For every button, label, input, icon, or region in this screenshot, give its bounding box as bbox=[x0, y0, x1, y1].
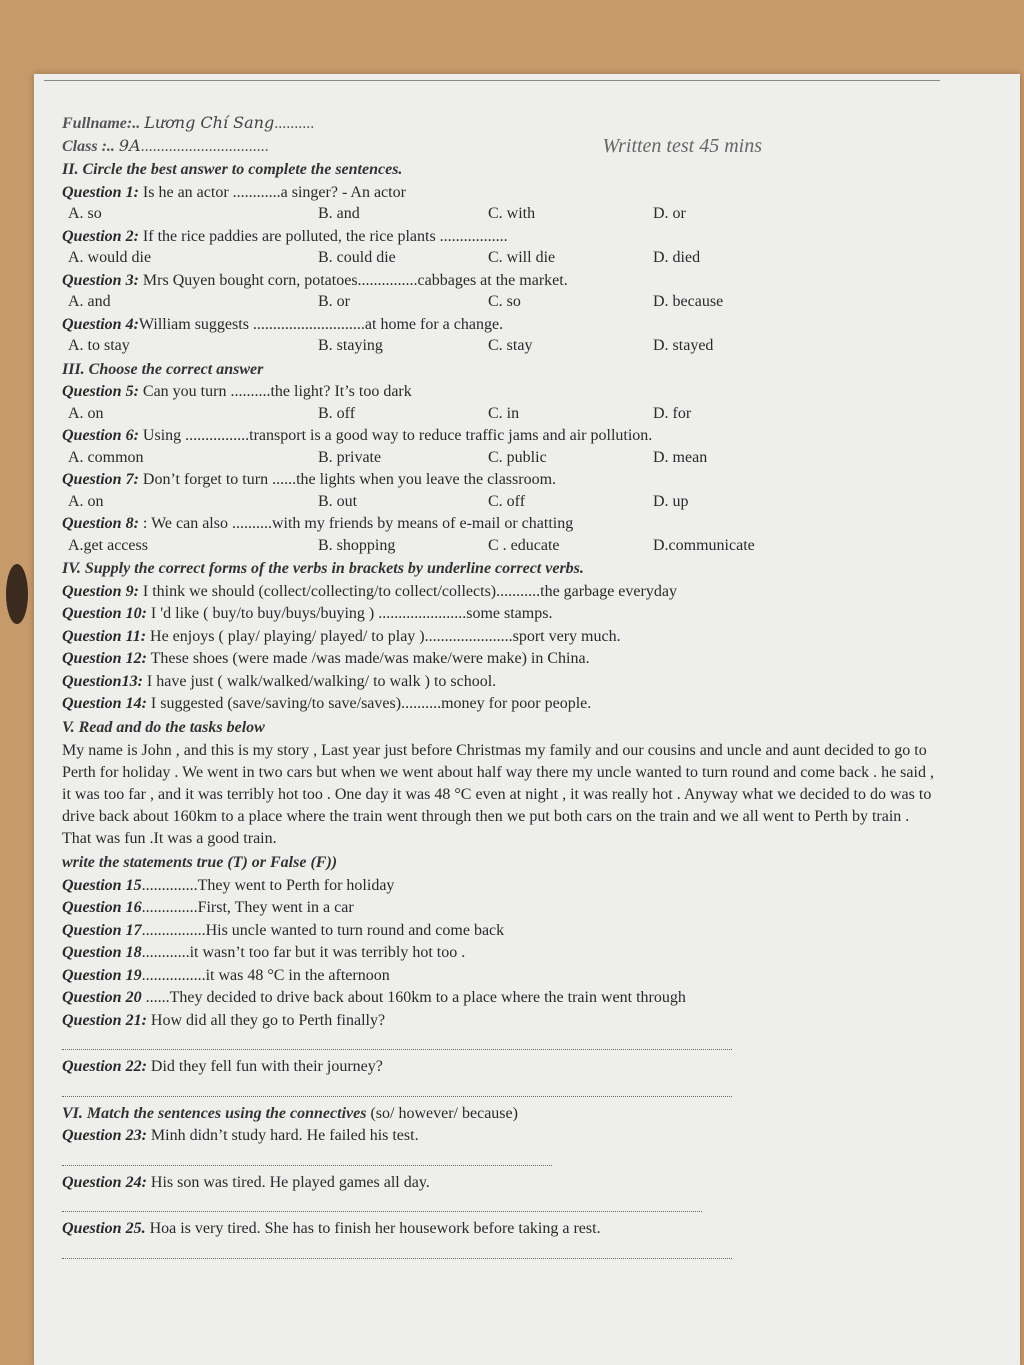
class-label: Class :.. bbox=[62, 137, 115, 155]
punch-hole bbox=[6, 564, 28, 624]
answer-line-22[interactable] bbox=[62, 1078, 732, 1097]
option-d: D.communicate bbox=[653, 536, 755, 554]
option-c: C . educate bbox=[488, 536, 560, 554]
question-text: William suggests ............................at home for a change. bbox=[138, 315, 504, 333]
fullname-value: Lương Chí Sang bbox=[144, 113, 275, 132]
question-label: Question 3: bbox=[62, 271, 139, 289]
option-a: A. on bbox=[68, 492, 104, 510]
answer-line-24[interactable] bbox=[62, 1193, 702, 1212]
section-6-title-line bbox=[62, 1103, 942, 1125]
options-4 bbox=[62, 335, 942, 357]
question-text: I 'd like ( buy/to buy/buys/buying ) ......................some stamps. bbox=[146, 605, 553, 622]
true-false-title: write the statements true (T) or False (F)) bbox=[62, 854, 338, 871]
question-11 bbox=[62, 626, 942, 648]
question-label: Question 2: bbox=[62, 227, 139, 245]
question-14 bbox=[62, 693, 942, 715]
options-3 bbox=[62, 291, 942, 313]
option-d: D. died bbox=[653, 249, 701, 266]
section-6-connectives: (so/ however/ because) bbox=[366, 1104, 518, 1122]
question-text: I have just ( walk/walked/walking/ to walk ) to school. bbox=[142, 672, 497, 690]
fullname-label: Fullname:.. bbox=[62, 115, 141, 132]
option-c: C. public bbox=[488, 448, 547, 466]
option-d: D. or bbox=[653, 205, 686, 222]
section-2 bbox=[62, 182, 942, 357]
question-15 bbox=[62, 875, 942, 897]
answer-line-23[interactable] bbox=[62, 1147, 552, 1166]
question-12 bbox=[62, 648, 942, 670]
option-c: C. off bbox=[488, 492, 526, 510]
option-a: A. common bbox=[68, 448, 144, 466]
question-text: Don’t forget to turn ......the lights when you leave the classroom. bbox=[138, 471, 557, 488]
question-10 bbox=[62, 603, 942, 625]
option-d: D. mean bbox=[653, 448, 708, 466]
question-text: How did all they go to Perth finally? bbox=[146, 1011, 386, 1029]
question-text: ................His uncle wanted to turn round and come back bbox=[141, 921, 505, 939]
fullname-line bbox=[62, 112, 942, 135]
class-dots: ................................ bbox=[140, 137, 269, 155]
question-text: ............it wasn’t too far but it was terribly hot too . bbox=[141, 944, 466, 961]
option-d: D. because bbox=[653, 293, 724, 310]
question-label: Question 5: bbox=[62, 383, 139, 400]
option-b: B. and bbox=[318, 205, 360, 222]
option-a: A. and bbox=[68, 293, 111, 310]
option-a: A. so bbox=[68, 205, 102, 222]
option-b: B. private bbox=[318, 448, 382, 466]
question-16 bbox=[62, 897, 942, 919]
class-value: 9A bbox=[118, 135, 141, 155]
question-23 bbox=[62, 1125, 942, 1147]
reading-passage: My name is John , and this is my story , Last year just before Christmas my family and our cousins and uncle and aunt decided to go to Perth for holiday . We went in two cars but when we went about half way there my uncle wanted to turn round and come back . he said , it was too far , and it was terribly hot too . One day it was 48 °C even at night , it was really hot . Anyway what we decided to do was to drive back about 160km to a place where the train went through then we put both cars on the train and we all went to Perth by train . That was fun .It was a good train. bbox=[62, 742, 934, 847]
option-a: A. on bbox=[68, 404, 104, 422]
fullname-dots: .......... bbox=[274, 115, 315, 132]
question-label: Question 23: bbox=[62, 1127, 147, 1144]
question-label: Question 17 bbox=[62, 921, 142, 939]
question-17 bbox=[62, 920, 942, 942]
section-6-title: VI. Match the sentences using the connectives bbox=[62, 1104, 367, 1122]
question-label: Question 25. bbox=[62, 1220, 146, 1237]
option-c: C. will die bbox=[488, 249, 556, 266]
test-title: Written test 45 mins bbox=[602, 134, 762, 157]
class-line bbox=[62, 135, 942, 158]
section-2-title: II. Circle the best answer to complete the sentences. bbox=[62, 161, 403, 178]
answer-line-25[interactable] bbox=[62, 1240, 732, 1259]
question-text: Hoa is very tired. She has to finish her housework before taking a rest. bbox=[145, 1220, 601, 1237]
section-3-title: III. Choose the correct answer bbox=[62, 360, 264, 378]
question-9 bbox=[62, 581, 942, 603]
question-2 bbox=[62, 226, 942, 248]
question-text: If the rice paddies are polluted, the rice plants ................. bbox=[138, 227, 508, 245]
option-c: C. with bbox=[488, 205, 536, 222]
question-text: ................it was 48 °C in the afternoon bbox=[141, 966, 390, 984]
question-3 bbox=[62, 270, 942, 292]
section-4 bbox=[62, 581, 942, 715]
question-label: Question 8: bbox=[62, 515, 139, 532]
option-b: B. shopping bbox=[318, 536, 396, 554]
top-rule bbox=[44, 80, 940, 81]
question-label: Question 18 bbox=[62, 944, 142, 961]
test-paper bbox=[34, 74, 1020, 1365]
options-2 bbox=[62, 247, 942, 269]
question-label: Question 24: bbox=[62, 1173, 147, 1191]
question-text: ......They decided to drive back about 160km to a place where the train went through bbox=[141, 989, 686, 1006]
options-6 bbox=[62, 447, 942, 469]
question-text: : We can also ..........with my friends by means of e-mail or chatting bbox=[138, 515, 574, 532]
option-b: B. or bbox=[318, 293, 350, 310]
question-22 bbox=[62, 1056, 942, 1078]
question-label: Question 21: bbox=[62, 1011, 147, 1029]
option-c: C. stay bbox=[488, 337, 533, 354]
question-text: I think we should (collect/collecting/to collect/collects)...........the garbage everyday bbox=[138, 582, 677, 600]
question-text: Minh didn’t study hard. He failed his test. bbox=[146, 1127, 419, 1144]
question-text: ..............First, They went in a car bbox=[141, 899, 354, 916]
option-c: C. in bbox=[488, 404, 520, 422]
question-label: Question 14: bbox=[62, 695, 147, 712]
option-b: B. could die bbox=[318, 249, 396, 266]
question-label: Question 15 bbox=[62, 876, 142, 894]
question-label: Question 16 bbox=[62, 899, 142, 916]
question-21 bbox=[62, 1010, 942, 1032]
question-text: Did they fell fun with their journey? bbox=[146, 1058, 383, 1075]
option-a: A.get access bbox=[68, 536, 148, 554]
question-label: Question 11: bbox=[62, 627, 147, 645]
option-a: A. to stay bbox=[68, 337, 130, 354]
question-18 bbox=[62, 942, 942, 964]
question-label: Question 20 bbox=[62, 989, 142, 1006]
question-19 bbox=[62, 965, 942, 987]
question-label: Question13: bbox=[62, 672, 143, 690]
section-5-title: V. Read and do the tasks below bbox=[62, 718, 265, 736]
option-b: B. off bbox=[318, 404, 356, 422]
question-1 bbox=[62, 182, 942, 204]
option-c: C. so bbox=[488, 293, 521, 310]
question-label: Question 22: bbox=[62, 1058, 147, 1075]
option-a: A. would die bbox=[68, 249, 152, 266]
options-8 bbox=[62, 535, 942, 557]
question-text: His son was tired. He played games all day. bbox=[146, 1173, 430, 1191]
true-false-list bbox=[62, 875, 942, 1097]
question-text: These shoes (were made /was made/was make/were make) in China. bbox=[146, 650, 590, 667]
option-b: B. staying bbox=[318, 337, 383, 354]
question-20 bbox=[62, 987, 942, 1009]
question-text: Using ................transport is a good way to reduce traffic jams and air pollution. bbox=[138, 427, 653, 444]
question-label: Question 9: bbox=[62, 582, 139, 600]
question-label: Question 10: bbox=[62, 605, 147, 622]
question-13 bbox=[62, 671, 942, 693]
option-d: D. stayed bbox=[653, 337, 714, 354]
question-text: He enjoys ( play/ playing/ played/ to play )......................sport very much. bbox=[146, 627, 621, 645]
section-3 bbox=[62, 381, 942, 556]
option-d: D. for bbox=[653, 404, 692, 422]
section-4-title: IV. Supply the correct forms of the verbs in brackets by underline correct verbs. bbox=[62, 560, 584, 577]
options-5 bbox=[62, 403, 942, 425]
options-7 bbox=[62, 491, 942, 513]
question-label: Question 4: bbox=[62, 315, 139, 333]
question-label: Question 12: bbox=[62, 650, 147, 667]
question-label: Question 6: bbox=[62, 427, 139, 444]
question-8 bbox=[62, 513, 942, 535]
question-text: ..............They went to Perth for holiday bbox=[141, 876, 395, 894]
question-25 bbox=[62, 1218, 942, 1240]
question-text: Mrs Quyen bought corn, potatoes...............cabbages at the market. bbox=[138, 271, 568, 289]
question-text: I suggested (save/saving/to save/saves)..........money for poor people. bbox=[146, 695, 592, 712]
option-d: D. up bbox=[653, 492, 689, 510]
test-content bbox=[62, 112, 942, 1265]
question-label: Question 7: bbox=[62, 471, 139, 488]
question-label: Question 1: bbox=[62, 183, 139, 201]
question-6 bbox=[62, 425, 942, 447]
question-label: Question 19 bbox=[62, 966, 142, 984]
question-7 bbox=[62, 469, 942, 491]
question-24 bbox=[62, 1172, 942, 1194]
answer-line-21[interactable] bbox=[62, 1031, 732, 1050]
question-5 bbox=[62, 381, 942, 403]
question-4 bbox=[62, 314, 942, 336]
options-1 bbox=[62, 203, 942, 225]
question-text: Can you turn ..........the light? It’s too dark bbox=[138, 383, 412, 400]
section-6 bbox=[62, 1125, 942, 1259]
question-text: Is he an actor ............a singer? - An actor bbox=[138, 183, 406, 201]
option-b: B. out bbox=[318, 492, 358, 510]
